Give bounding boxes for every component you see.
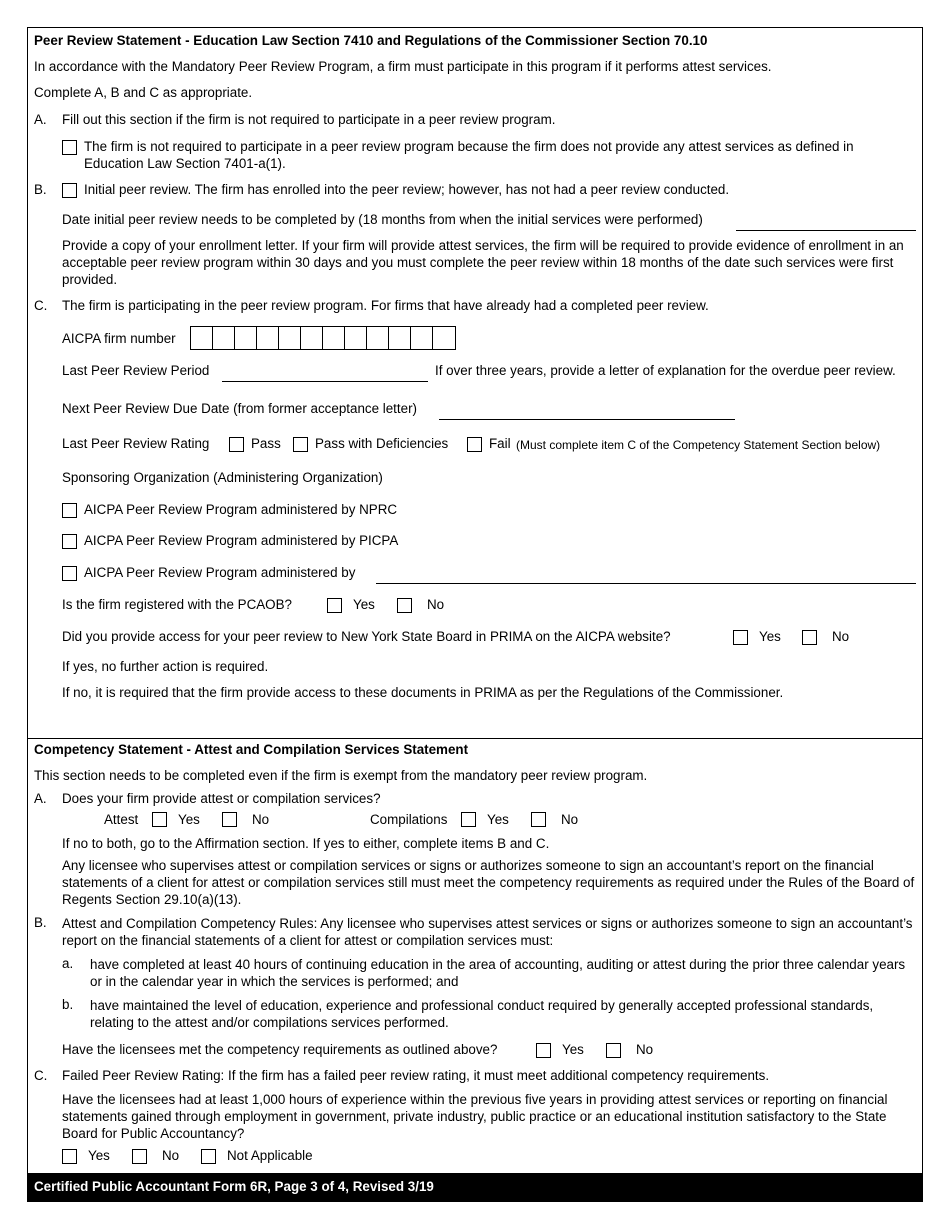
section-a-text: Fill out this section if the firm is not required to participate in a peer review program. xyxy=(62,112,556,127)
compilations-label: Compilations xyxy=(370,812,448,827)
competency-met-no-checkbox[interactable] xyxy=(606,1043,621,1058)
pcaob-question: Is the firm registered with the PCAOB? xyxy=(62,597,292,612)
sponsor-picpa-label: AICPA Peer Review Program administered by PICPA xyxy=(84,533,399,548)
rating-fail-checkbox[interactable] xyxy=(467,437,482,452)
if-no-text: If no, it is required that the firm provide access to these documents in PRIMA as per the Regulations of the Commissioner. xyxy=(62,685,784,700)
rating-pass-def-label: Pass with Deficiencies xyxy=(315,436,449,451)
prima-no-label: No xyxy=(832,629,850,644)
next-due-label: Next Peer Review Due Date (from former acceptance letter) xyxy=(62,401,417,416)
sponsor-other-checkbox[interactable] xyxy=(62,566,77,581)
rating-fail-note: (Must complete item C of the Competency Statement Section below) xyxy=(516,438,881,452)
pcaob-yes-label: Yes xyxy=(353,597,375,612)
attest-label: Attest xyxy=(104,812,139,827)
rating-label: Last Peer Review Rating xyxy=(62,436,210,451)
page-footer: Certified Public Accountant Form 6R, Page 3 of 4, Revised 3/19 xyxy=(28,1173,922,1201)
initial-date-label: Date initial peer review needs to be completed by (18 months from when the initial services were performed) xyxy=(62,212,703,227)
competency-met-yes-label: Yes xyxy=(562,1042,584,1057)
experience-yes-checkbox[interactable] xyxy=(62,1149,77,1164)
section-a-letter: A. xyxy=(34,112,47,127)
last-period-note: If over three years, provide a letter of explanation for the overdue peer review. xyxy=(435,363,896,378)
pcaob-yes-checkbox[interactable] xyxy=(327,598,342,613)
competency-c-letter: C. xyxy=(34,1068,48,1083)
sponsor-label: Sponsoring Organization (Administering Organization) xyxy=(62,470,383,485)
sponsor-nprc-checkbox[interactable] xyxy=(62,503,77,518)
experience-no-label: No xyxy=(162,1148,180,1163)
rule-b-letter: b. xyxy=(62,997,74,1012)
experience-no-checkbox[interactable] xyxy=(132,1149,147,1164)
compilations-no-label: No xyxy=(561,812,579,827)
prima-yes-checkbox[interactable] xyxy=(733,630,748,645)
competency-a-letter: A. xyxy=(34,791,47,806)
enrollment-text: Provide a copy of your enrollment letter. If your firm will provide attest services, the firm will be required to provide evidence of enrollment in an acceptable peer review program within 30 days and you must complete the peer review within 18 months of the date such services were first provided. xyxy=(62,238,904,287)
section-c-text: The firm is participating in the peer review program. For firms that have already had a completed peer review. xyxy=(62,298,709,313)
prima-no-checkbox[interactable] xyxy=(802,630,817,645)
sponsor-picpa-checkbox[interactable] xyxy=(62,534,77,549)
competency-met-question: Have the licensees met the competency requirements as outlined above? xyxy=(62,1042,498,1057)
attest-no-label: No xyxy=(252,812,270,827)
initial-review-text: Initial peer review. The firm has enrolled into the peer review; however, has not had a peer review conducted. xyxy=(84,182,730,197)
competency-met-yes-checkbox[interactable] xyxy=(536,1043,551,1058)
licensee-text: Any licensee who supervises attest or compilation services or signs or authorizes someone to sign an accountant’s report on the financial statements of a client for attest or compilation services still must meet the competency requirements as required under the Rules of the Board of Regents Section 29.10(a)(13). xyxy=(62,858,915,907)
last-period-field[interactable] xyxy=(222,381,428,382)
experience-na-checkbox[interactable] xyxy=(201,1149,216,1164)
initial-date-field[interactable] xyxy=(736,230,916,231)
attest-yes-label: Yes xyxy=(178,812,200,827)
competency-c-text: Failed Peer Review Rating: If the firm has a failed peer review rating, it must meet additional competency requirements. xyxy=(62,1068,770,1083)
experience-na-label: Not Applicable xyxy=(227,1148,313,1163)
rule-a-text: have completed at least 40 hours of continuing education in the area of accounting, auditing or attest during the prior three calendar years or in the calendar year in which the services is performed; and xyxy=(90,957,906,989)
competency-title: Competency Statement - Attest and Compilation Services Statement xyxy=(34,742,469,757)
rule-b-text: have maintained the level of education, experience and professional conduct required by generally accepted professional standards, relating to the attest and/or compilations services performed. xyxy=(90,998,874,1030)
peer-review-intro: In accordance with the Mandatory Peer Review Program, a firm must participate in this program if it performs attest services. xyxy=(34,59,772,74)
sponsor-other-label: AICPA Peer Review Program administered by xyxy=(84,565,356,580)
competency-met-no-label: No xyxy=(636,1042,654,1057)
peer-review-title: Peer Review Statement - Education Law Section 7410 and Regulations of the Commissioner Section 70.10 xyxy=(34,33,708,48)
prima-question: Did you provide access for your peer review to New York State Board in PRIMA on the AICPA website? xyxy=(62,629,671,644)
rating-fail-label: Fail xyxy=(489,436,511,451)
rating-pass-label: Pass xyxy=(251,436,281,451)
section-b-letter: B. xyxy=(34,182,47,197)
next-due-field[interactable] xyxy=(439,419,735,420)
attest-no-checkbox[interactable] xyxy=(222,812,237,827)
not-required-text: The firm is not required to participate in a peer review program because the firm does not provide any attest services as defined in Education Law Section 7401-a(1). xyxy=(84,139,854,171)
rating-pass-def-checkbox[interactable] xyxy=(293,437,308,452)
competency-b-text: Attest and Compilation Competency Rules: Any licensee who supervises attest services or signs or authorizes someone to sign an accountant’s report on the financial statements of a client for attest or compilation services must: xyxy=(62,916,913,948)
rule-a-letter: a. xyxy=(62,956,74,971)
pcaob-no-label: No xyxy=(427,597,445,612)
pcaob-no-checkbox[interactable] xyxy=(397,598,412,613)
last-period-label: Last Peer Review Period xyxy=(62,363,210,378)
aicpa-firm-number-label: AICPA firm number xyxy=(62,331,176,346)
compilations-yes-label: Yes xyxy=(487,812,509,827)
if-no-both-text: If no to both, go to the Affirmation section. If yes to either, complete items B and C. xyxy=(62,836,550,851)
not-required-checkbox[interactable] xyxy=(62,140,77,155)
aicpa-firm-number-field[interactable] xyxy=(190,326,456,350)
competency-intro: This section needs to be completed even if the firm is exempt from the mandatory peer review program. xyxy=(34,768,648,783)
section-divider xyxy=(28,738,922,739)
sponsor-other-field[interactable] xyxy=(376,583,916,584)
rating-pass-checkbox[interactable] xyxy=(229,437,244,452)
competency-b-letter: B. xyxy=(34,915,47,930)
experience-question: Have the licensees had at least 1,000 hours of experience within the previous five years in providing attest services or reporting on financial statements gained through employment in government, private industry, public practice or an educational institution satisfactory to the State Board for Public Accountancy? xyxy=(62,1092,888,1141)
section-c-letter: C. xyxy=(34,298,48,313)
sponsor-nprc-label: AICPA Peer Review Program administered by NPRC xyxy=(84,502,398,517)
competency-a-question: Does your firm provide attest or compilation services? xyxy=(62,791,381,806)
prima-yes-label: Yes xyxy=(759,629,781,644)
complete-instruction: Complete A, B and C as appropriate. xyxy=(34,85,253,100)
attest-yes-checkbox[interactable] xyxy=(152,812,167,827)
compilations-no-checkbox[interactable] xyxy=(531,812,546,827)
initial-review-checkbox[interactable] xyxy=(62,183,77,198)
form-page xyxy=(27,27,923,1202)
compilations-yes-checkbox[interactable] xyxy=(461,812,476,827)
if-yes-text: If yes, no further action is required. xyxy=(62,659,269,674)
experience-yes-label: Yes xyxy=(88,1148,110,1163)
